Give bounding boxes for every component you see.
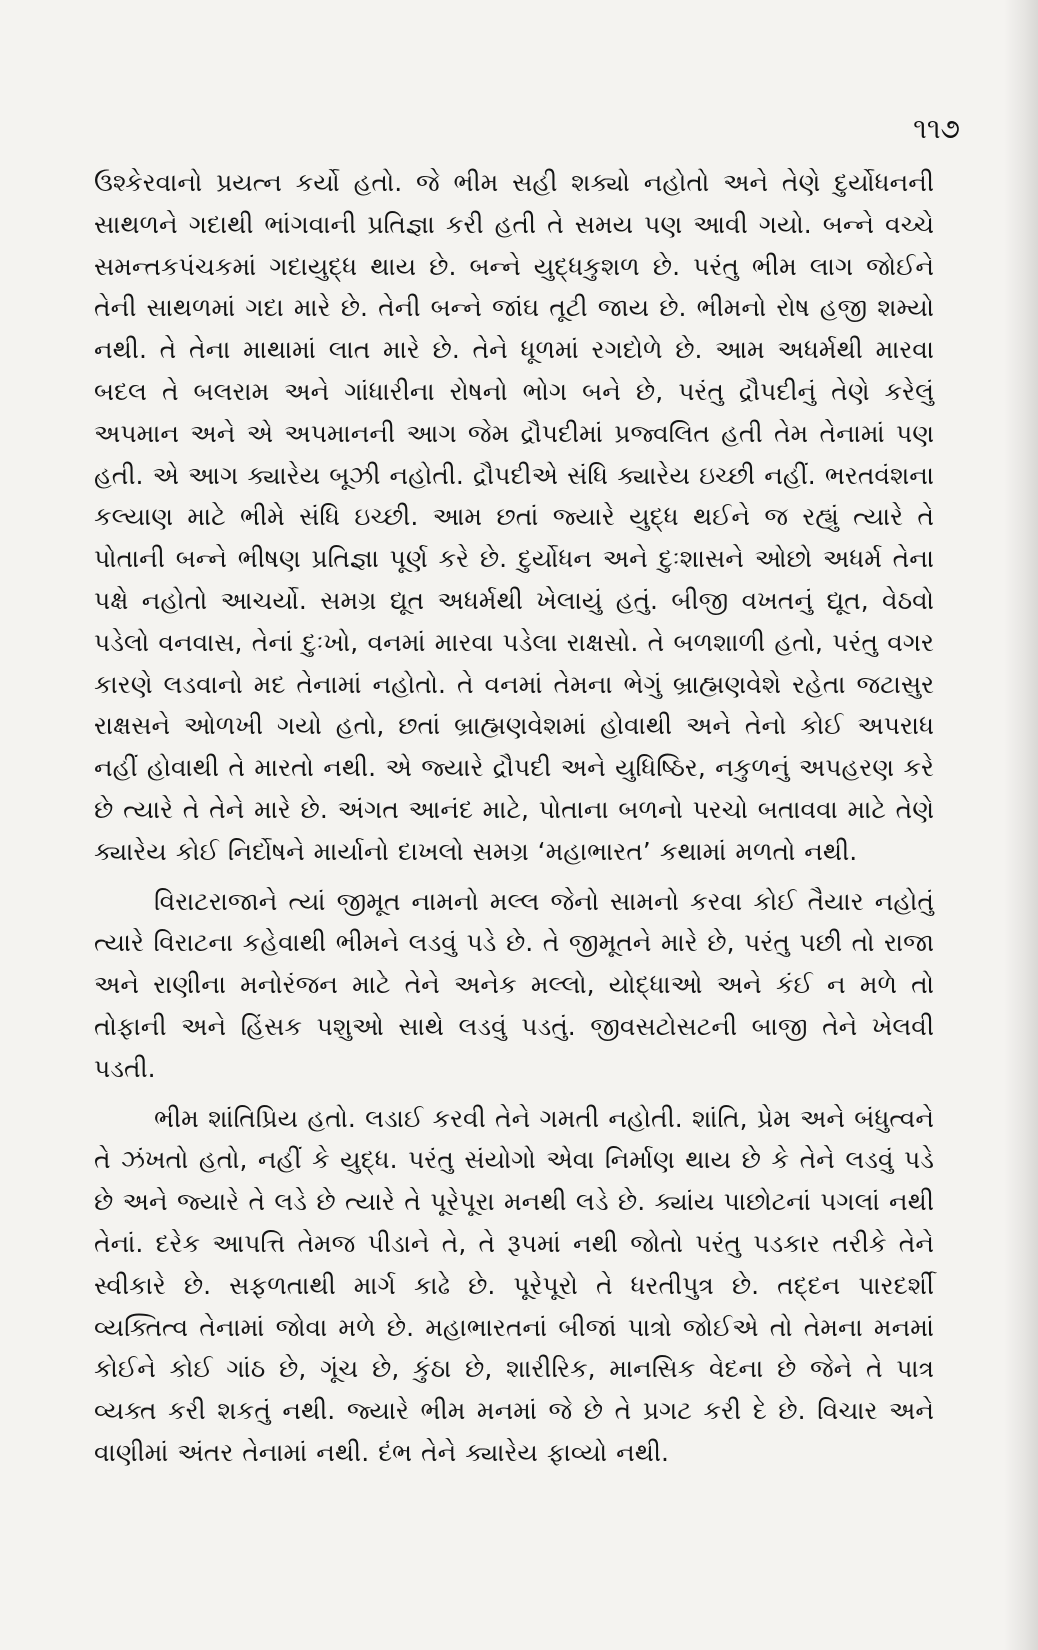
- paragraph: ભીમ શાંતિપ્રિય હતો. લડાઈ કરવી તેને ગમતી નહોતી. શાંતિ, પ્રેમ અને બંધુત્વને તે ઝંખતો હતો, નહીં કે યુદ્ધ. પરંતુ સંયોગો એવા નિર્માણ થાય છે કે તેને લડવું પડે છે અને જ્યારે તે લડે છે ત્યારે તે પૂરેપૂરા મનથી લડે છે. ક્યાંય પાછોટનાં પગલાં નથી તેનાં. દરેક આપત્તિ તેમજ પીડાને તે, તે રૂપમાં નથી જોતો પરંતુ પડકાર તરીકે તેને સ્વીકારે છે. સફળતાથી માર્ગ કાઢે છે. પૂરેપૂરો તે ધરતીપુત્ર છે. તદ્દન પારદર્શી વ્યક્તિત્વ તેનામાં જોવા મળે છે. મહાભારતનાં બીજાં પાત્રો જોઈએ તો તેમના મનમાં કોઈને કોઈ ગાંઠ છે, ગૂંચ છે, કુંઠા છે, શારીરિક, માનસિક વેદના છે જેને તે પાત્ર વ્યક્ત કરી શકતું નથી. જ્યારે ભીમ મનમાં જે છે તે પ્રગટ કરી દે છે. વિચાર અને વાણીમાં અંતર તેનામાં નથી. દંભ તેને ક્યારેય ફાવ્યો નથી.: [94, 1103, 934, 1467]
- paragraph: ઉશ્કેરવાનો પ્રયત્ન કર્યો હતો. જે ભીમ સહી શક્યો નહોતો અને તેણે દુર્યોધનની સાથળને ગદાથી ભાંગવાની પ્રતિજ્ઞા કરી હતી તે સમય પણ આવી ગયો. બન્ને વચ્ચે સમન્તકપંચકમાં ગદાયુદ્ધ થાય છે. બન્ને યુદ્ધકુશળ છે. પરંતુ ભીમ લાગ જોઈને તેની સાથળમાં ગદા મારે છે. તેની બન્ને જાંઘ તૂટી જાય છે. ભીમનો રોષ હજી શમ્યો નથી. તે તેના માથામાં લાત મારે છે. તેને ધૂળમાં રગદોળે છે. આમ અધર્મથી મારવા બદલ તે બલરામ અને ગાંધારીના રોષનો ભોગ બને છે, પરંતુ દ્રૌપદીનું તેણે કરેલું અપમાન અને એ અપમાનની આગ જેમ દ્રૌપદીમાં પ્રજ્વલિત હતી તેમ તેનામાં પણ હતી. એ આગ ક્યારેય બૂઝી નહોતી. દ્રૌપદીએ સંધિ ક્યારેય ઇચ્છી નહીં. ભરતવંશના કલ્યાણ માટે ભીમે સંધિ ઇચ્છી. આમ છતાં જ્યારે યુદ્ધ થઈને જ રહ્યું ત્યારે તે પોતાની બન્ને ભીષણ પ્રતિજ્ઞા પૂર્ણ કરે છે. દુર્યોધન અને દુઃશાસને ઓછો અધર્મ તેના પક્ષે નહોતો આચર્યો. સમગ્ર દ્યૂત અધર્મથી ખેલાયું હતું. બીજી વખતનું દ્યૂત, વેઠવો પડેલો વનવાસ, તેનાં દુઃખો, વનમાં મારવા પડેલા રાક્ષસો. તે બળશાળી હતો, પરંતુ વગર કારણે લડવાનો મદ તેનામાં નહોતો. તે વનમાં તેમના ભેગું બ્રાહ્મણવેશે રહેતા જટાસુર રાક્ષસને ઓળખી ગયો હતો, છતાં બ્રાહ્મણવેશમાં હોવાથી અને તેનો કોઈ અપરાધ નહીં હોવાથી તે મારતો નથી. એ જ્યારે દ્રૌપદી અને યુધિષ્ઠિર, નકુળનું અપહરણ કરે છે ત્યારે તે તેને મારે છે. અંગત આનંદ માટે, પોતાના બળનો પરચો બતાવવા માટે તેણે ક્યારેય કોઈ નિર્દોષને માર્યાનો દાખલો સમગ્ર ‘મહાભારત’ કથામાં મળતો નથી.: [94, 168, 934, 866]
- paragraph: વિરાટરાજાને ત્યાં જીમૂત નામનો મલ્લ જેનો સામનો કરવા કોઈ તૈયાર નહોતું ત્યારે વિરાટના કહેવાથી ભીમને લડવું પડે છે. તે જીમૂતને મારે છે, પરંતુ પછી તો રાજા અને રાણીના મનોરંજન માટે તેને અનેક મલ્લો, યોદ્ધાઓ અને કંઈ ન મળે તો તોફાની અને હિંસક પશુઓ સાથે લડવું પડતું. જીવસટોસટની બાજી તેને ખેલવી પડતી.: [94, 886, 934, 1083]
- page-number: ૧૧૭: [913, 112, 960, 145]
- page-edge-shadow: [1004, 0, 1038, 1650]
- body-text: [94, 162, 934, 1482]
